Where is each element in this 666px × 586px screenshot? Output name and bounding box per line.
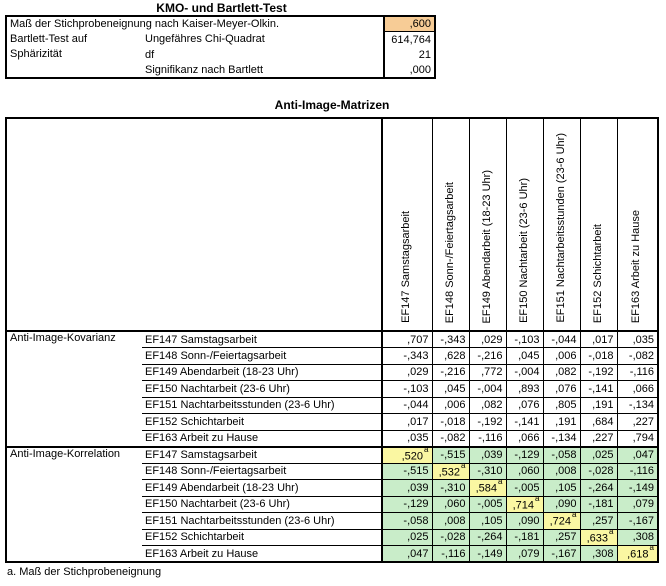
matrix-cell: -,058 [382, 513, 432, 530]
matrix-cell: -,343 [432, 331, 469, 348]
matrix-cell: -,264 [580, 480, 617, 497]
matrix-cell: ,079 [506, 546, 543, 563]
footnote-marker: a [498, 479, 503, 487]
footnote-marker: a [572, 512, 577, 520]
matrix-cell: ,039 [469, 447, 506, 464]
kmo-table-title: KMO- und Bartlett-Test [156, 1, 287, 15]
matrix-cell: ,707 [382, 331, 432, 348]
bartlett-row-value: ,000 [384, 63, 435, 79]
column-header: EF163 Arbeit zu Hause [617, 118, 658, 331]
table-row [6, 32, 435, 48]
matrix-cell: -,149 [617, 480, 658, 497]
footnote-marker: a [649, 545, 654, 553]
matrix-cell: ,076 [543, 381, 580, 398]
matrix-cell: -,129 [506, 447, 543, 464]
matrix-cell: ,035 [617, 331, 658, 348]
matrix-cell: ,029 [382, 364, 432, 381]
matrix-cell: ,191 [580, 397, 617, 414]
matrix-cell: -,103 [506, 331, 543, 348]
footnote-marker: a [424, 446, 429, 454]
matrix-cell: ,060 [506, 463, 543, 480]
matrix-cell: ,227 [617, 414, 658, 431]
matrix-cell: -,134 [543, 430, 580, 447]
bartlett-group-label: Bartlett-Test auf Sphärizität [10, 32, 88, 60]
matrix-cell: -,044 [543, 331, 580, 348]
kmo-measure-label: Maß der Stichprobeneignung nach Kaiser-Meyer-Olkin. [10, 18, 280, 31]
matrix-cell: -,167 [543, 546, 580, 563]
matrix-cell: -,044 [382, 397, 432, 414]
matrix-cell: -,134 [617, 397, 658, 414]
matrix-cell: -,129 [382, 496, 432, 513]
matrix-cell: -,103 [382, 381, 432, 398]
matrix-cell: ,047 [617, 447, 658, 464]
matrix-cell: -,343 [382, 348, 432, 365]
matrix-cell: ,105 [543, 480, 580, 497]
column-header: EF151 Nachtarbeitsstunden (23-6 Uhr) [543, 118, 580, 331]
column-header: EF152 Schichtarbeit [580, 118, 617, 331]
bartlett-row-value: 614,764 [384, 32, 435, 48]
table-row [6, 447, 658, 464]
header-row [6, 118, 658, 331]
footnote-marker: a [461, 463, 466, 470]
row-label: EF163 Arbeit zu Hause [142, 546, 382, 563]
matrix-cell: ,047 [382, 546, 432, 563]
matrix-cell-diagonal: ,584$^a$ [469, 480, 506, 497]
matrix-cell: ,008 [432, 513, 469, 530]
matrix-cell: ,684 [580, 414, 617, 431]
matrix-cell-diagonal: ,724$^a$ [543, 513, 580, 530]
matrix-cell: ,076 [506, 397, 543, 414]
matrix-cell-diagonal: ,618$^a$ [617, 546, 658, 563]
matrix-cell: -,004 [469, 381, 506, 398]
matrix-cell: -,004 [506, 364, 543, 381]
matrix-cell: -,515 [382, 463, 432, 480]
kmo-bartlett-table [5, 15, 436, 79]
row-label: EF149 Abendarbeit (18-23 Uhr) [142, 364, 382, 381]
matrix-cell: -,515 [432, 447, 469, 464]
footnote-marker: a [609, 529, 614, 536]
matrix-cell: -,058 [543, 447, 580, 464]
matrix-cell: ,628 [432, 348, 469, 365]
matrix-cell: ,035 [382, 430, 432, 447]
matrix-cell: -,005 [506, 480, 543, 497]
matrix-cell: -,116 [617, 364, 658, 381]
matrix-cell: ,308 [617, 529, 658, 546]
matrix-cell: ,066 [506, 430, 543, 447]
row-label: EF148 Sonn-/Feiertagsarbeit [142, 463, 382, 480]
row-label: EF152 Schichtarbeit [142, 414, 382, 431]
column-header: EF149 Abendarbeit (18-23 Uhr) [469, 118, 506, 331]
matrix-cell: ,090 [543, 496, 580, 513]
matrix-cell: ,082 [543, 364, 580, 381]
matrix-cell: -,116 [617, 463, 658, 480]
matrix-cell: ,257 [580, 513, 617, 530]
bartlett-row-label: Ungefähres Chi-Quadrat [145, 33, 265, 46]
matrix-cell-diagonal: ,714$^a$ [506, 496, 543, 513]
matrix-cell: ,227 [580, 430, 617, 447]
row-label: EF147 Samstagsarbeit [142, 331, 382, 348]
matrix-cell-diagonal: ,532$^a$ [432, 463, 469, 480]
row-label: EF163 Arbeit zu Hause [142, 430, 382, 447]
matrix-cell: -,082 [617, 348, 658, 365]
matrix-cell: ,079 [617, 496, 658, 513]
row-label: EF148 Sonn-/Feiertagsarbeit [142, 348, 382, 365]
section-label-kovarianz: Anti-Image-Kovarianz [6, 331, 142, 447]
row-label: EF152 Schichtarbeit [142, 529, 382, 546]
matrix-cell: ,191 [543, 414, 580, 431]
matrix-cell: -,149 [469, 546, 506, 563]
matrix-cell: ,090 [506, 513, 543, 530]
anti-image-matrix-table [5, 117, 659, 563]
matrix-cell: -,216 [432, 364, 469, 381]
matrix-cell: ,025 [382, 529, 432, 546]
matrix-cell-diagonal: ,633$^a$ [580, 529, 617, 546]
matrix-cell: -,005 [469, 496, 506, 513]
matrix-cell: ,794 [617, 430, 658, 447]
matrix-cell: -,141 [580, 381, 617, 398]
matrix-cell: ,082 [469, 397, 506, 414]
matrix-cell: ,066 [617, 381, 658, 398]
table-footnote: a. Maß der Stichprobeneignung [7, 566, 162, 578]
column-header: EF148 Sonn-/Feiertagsarbeit [432, 118, 469, 331]
matrix-cell: ,006 [543, 348, 580, 365]
matrix-cell: -,028 [432, 529, 469, 546]
matrix-cell: -,018 [432, 414, 469, 431]
matrix-cell: -,167 [617, 513, 658, 530]
matrix-cell: -,264 [469, 529, 506, 546]
column-header: EF147 Samstagsarbeit [382, 118, 432, 331]
matrix-cell: ,772 [469, 364, 506, 381]
section-label-korrelation: Anti-Image-Korrelation [6, 447, 142, 563]
matrix-cell: ,039 [382, 480, 432, 497]
matrix-cell: ,025 [580, 447, 617, 464]
matrix-cell: -,082 [432, 430, 469, 447]
footnote-marker: a [535, 496, 540, 503]
matrix-cell: -,181 [580, 496, 617, 513]
matrix-cell: -,028 [580, 463, 617, 480]
matrix-cell: ,105 [469, 513, 506, 530]
matrix-cell: ,017 [580, 331, 617, 348]
row-label: EF150 Nachtarbeit (23-6 Uhr) [142, 496, 382, 513]
matrix-cell: -,116 [432, 546, 469, 563]
matrix-cell-diagonal: ,520$^a$ [382, 447, 432, 464]
matrix-cell: ,060 [432, 496, 469, 513]
table-row [6, 331, 658, 348]
bartlett-row-value: 21 [384, 47, 435, 63]
corner-cell [6, 118, 382, 331]
matrix-cell: ,893 [506, 381, 543, 398]
matrix-cell: -,181 [506, 529, 543, 546]
column-header: EF150 Nachtarbeit (23-6 Uhr) [506, 118, 543, 331]
row-label: EF149 Abendarbeit (18-23 Uhr) [142, 480, 382, 497]
row-label: EF151 Nachtarbeitsstunden (23-6 Uhr) [142, 513, 382, 530]
anti-image-table-title: Anti-Image-Matrizen [274, 98, 390, 112]
row-label: EF147 Samstagsarbeit [142, 447, 382, 464]
matrix-cell: -,310 [432, 480, 469, 497]
row-label: EF150 Nachtarbeit (23-6 Uhr) [142, 381, 382, 398]
kmo-measure-value: ,600 [384, 16, 435, 32]
bartlett-row-label: df [145, 48, 155, 61]
matrix-cell: -,192 [469, 414, 506, 431]
matrix-cell: ,257 [543, 529, 580, 546]
table-row [6, 16, 435, 32]
matrix-cell: ,006 [432, 397, 469, 414]
matrix-cell: -,018 [580, 348, 617, 365]
matrix-cell: -,192 [580, 364, 617, 381]
matrix-cell: ,805 [543, 397, 580, 414]
matrix-cell: ,029 [469, 331, 506, 348]
row-label: EF151 Nachtarbeitsstunden (23-6 Uhr) [142, 397, 382, 414]
matrix-cell: -,310 [469, 463, 506, 480]
matrix-cell: -,141 [506, 414, 543, 431]
matrix-cell: -,116 [469, 430, 506, 447]
matrix-cell: -,216 [469, 348, 506, 365]
bartlett-row-label: Signifikanz nach Bartlett [145, 63, 264, 76]
matrix-cell: ,045 [506, 348, 543, 365]
matrix-cell: ,008 [543, 463, 580, 480]
matrix-cell: ,308 [580, 546, 617, 563]
matrix-cell: ,017 [382, 414, 432, 431]
matrix-cell: ,045 [432, 381, 469, 398]
